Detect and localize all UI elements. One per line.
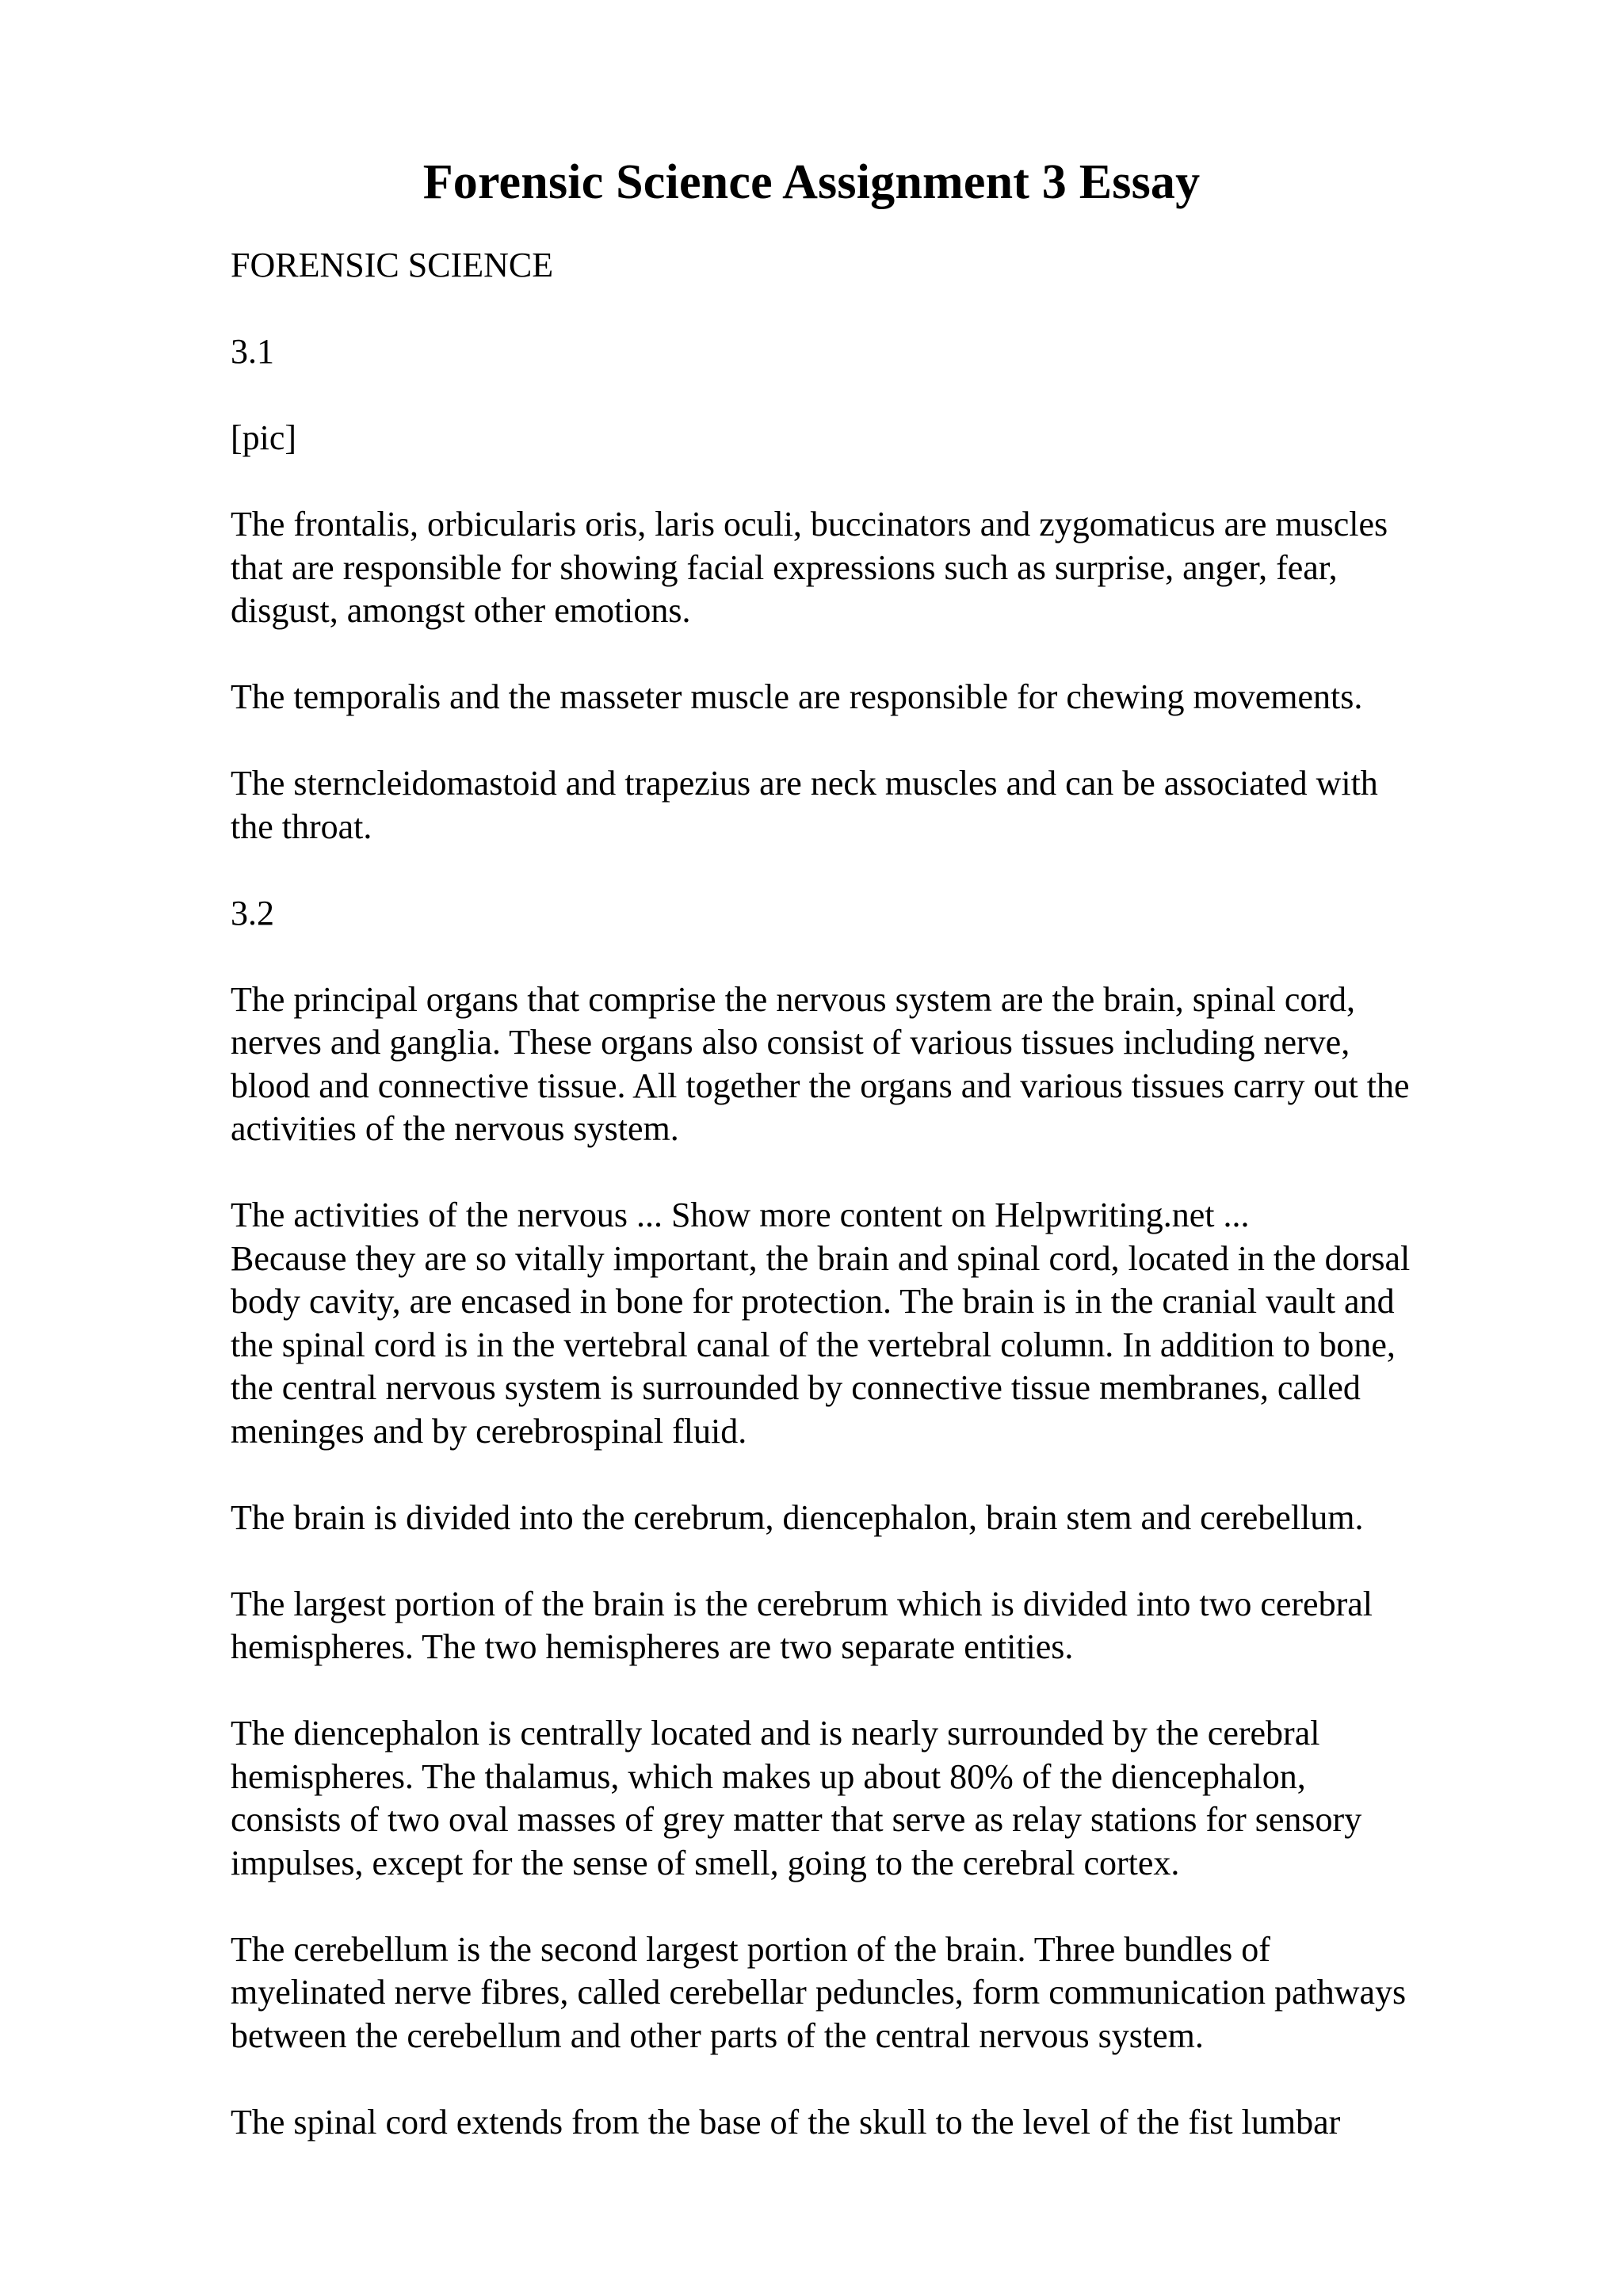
text-line: blood and connective tissue. All together the organs and various tissues carry out the: [231, 1066, 1410, 1105]
text-line: activities of the nervous system.: [231, 1109, 679, 1148]
text-line: The principal organs that comprise the nervous system are the brain, spinal cord,: [231, 979, 1355, 1019]
paragraph-heading: [231, 244, 1507, 288]
text-line: body cavity, are encased in bone for protection. The brain is in the cranial vault and: [231, 1282, 1395, 1321]
paragraph: [231, 1497, 1507, 1540]
text-line: disgust, amongst other emotions.: [231, 591, 691, 630]
document-body: [231, 244, 1507, 2144]
paragraph-image-placeholder: [231, 417, 1507, 460]
paragraph-section-number: [231, 892, 1507, 936]
text-line: [pic]: [231, 418, 297, 457]
paragraph: [231, 503, 1507, 633]
text-line: meninges and by cerebrospinal fluid.: [231, 1411, 747, 1451]
text-line: 3.1: [231, 332, 274, 371]
paragraph: [231, 1583, 1507, 1669]
text-line: 3.2: [231, 893, 274, 933]
paragraph: [231, 1238, 1507, 1454]
text-line: that are responsible for showing facial expressions such as surprise, anger, fear,: [231, 547, 1338, 587]
paragraph: [231, 762, 1507, 849]
text-line: The diencephalon is centrally located and is nearly surrounded by the cerebral: [231, 1714, 1320, 1753]
text-line: consists of two oval masses of grey matter that serve as relay stations for sensory: [231, 1800, 1362, 1839]
paragraph: [231, 676, 1507, 719]
text-line: the central nervous system is surrounded by connective tissue membranes, called: [231, 1368, 1361, 1407]
text-line: The frontalis, orbicularis oris, laris oculi, buccinators and zygomaticus are muscles: [231, 505, 1388, 543]
paragraph: [231, 978, 1507, 1151]
paragraph: [231, 1928, 1507, 2058]
text-line: The activities of the nervous ... Show more content on Helpwriting.net ...: [231, 1196, 1250, 1234]
text-line: The temporalis and the masseter muscle are responsible for chewing movements.: [231, 677, 1363, 716]
text-line: Because they are so vitally important, the brain and spinal cord, located in the dorsal: [231, 1238, 1411, 1278]
text-line: The largest portion of the brain is the cerebrum which is divided into two cerebral: [231, 1584, 1373, 1623]
text-line: the spinal cord is in the vertebral canal of the vertebral column. In addition to bone,: [231, 1325, 1396, 1364]
text-line: between the cerebellum and other parts of the central nervous system.: [231, 2016, 1204, 2055]
text-line: myelinated nerve fibres, called cerebellar peduncles, form communication pathways: [231, 1973, 1407, 2012]
paragraph-section-number: [231, 330, 1507, 374]
paragraph-show-more: [231, 1194, 1507, 1238]
text-line: The spinal cord extends from the base of the skull to the level of the fist lumbar: [231, 2102, 1341, 2142]
text-line: FORENSIC SCIENCE: [231, 246, 554, 284]
text-line: hemispheres. The two hemispheres are two separate entities.: [231, 1627, 1074, 1666]
document-title: Forensic Science Assignment 3 Essay: [422, 155, 1201, 209]
text-line: The brain is divided into the cerebrum, diencephalon, brain stem and cerebellum.: [231, 1497, 1364, 1537]
paragraph: [231, 1712, 1507, 1885]
text-line: nerves and ganglia. These organs also consist of various tissues including nerve,: [231, 1023, 1350, 1062]
paragraph: [231, 2101, 1507, 2145]
text-line: the throat.: [231, 807, 372, 846]
text-line: hemispheres. The thalamus, which makes up about 80% of the diencephalon,: [231, 1756, 1306, 1796]
text-line: The cerebellum is the second largest portion of the brain. Three bundles of: [231, 1929, 1270, 1969]
text-line: impulses, except for the sense of smell, going to the cerebral cortex.: [231, 1843, 1180, 1882]
text-line: The sterncleidomastoid and trapezius are neck muscles and can be associated with: [231, 764, 1378, 803]
